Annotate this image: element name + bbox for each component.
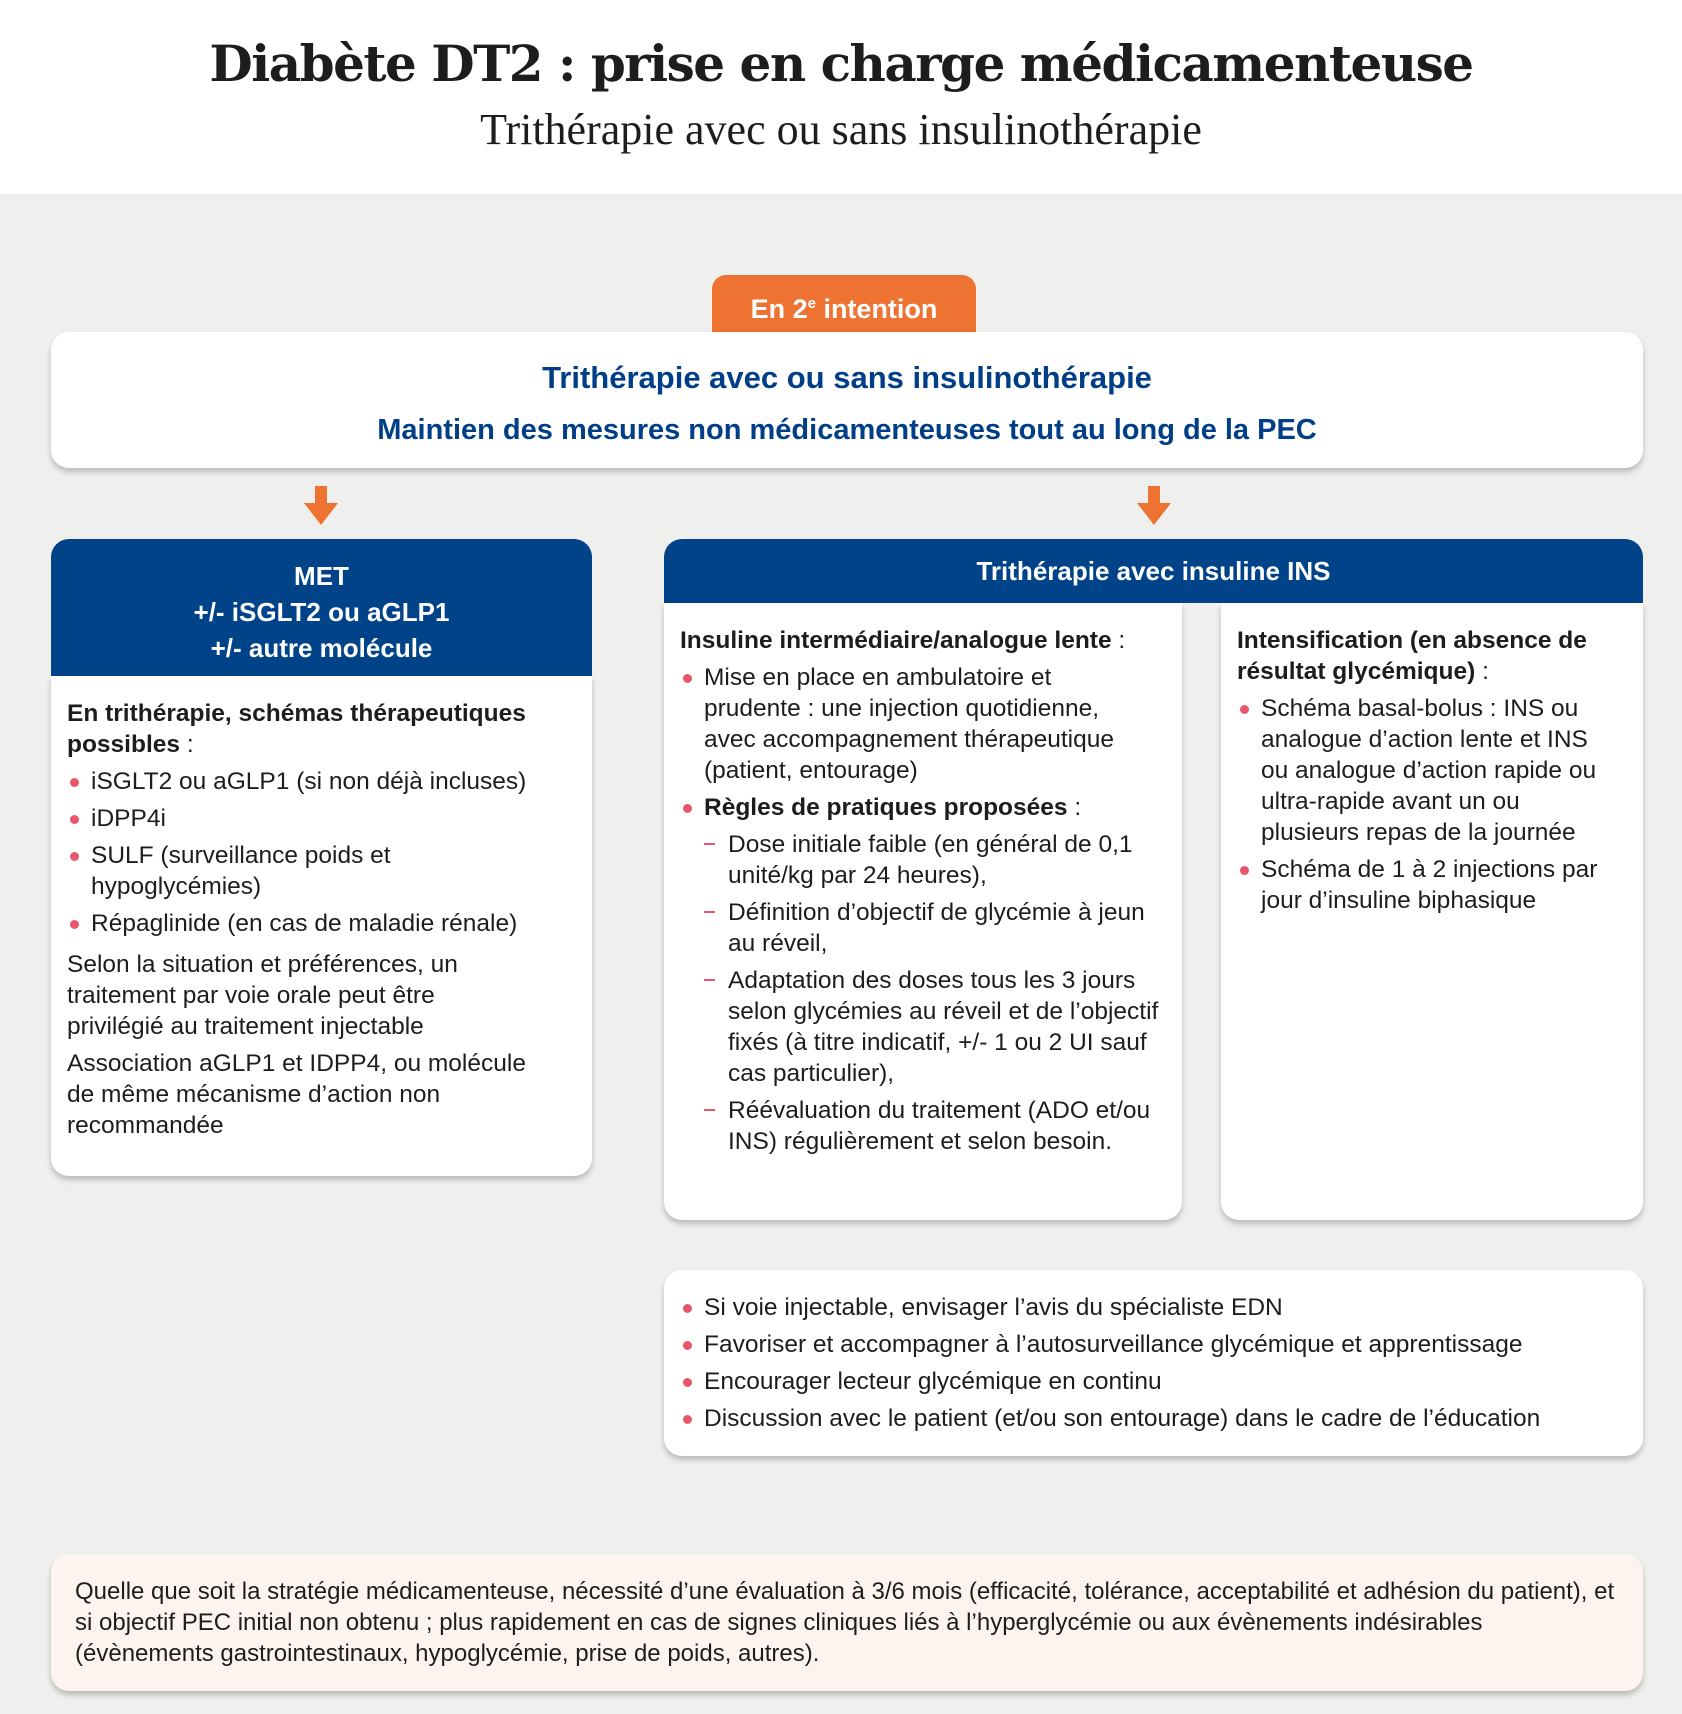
list-item bbox=[67, 840, 576, 902]
sub-list-item bbox=[704, 897, 1168, 959]
dash-icon bbox=[704, 911, 715, 913]
list-item bbox=[67, 908, 576, 939]
bullet-icon bbox=[683, 1415, 692, 1424]
met-heading bbox=[67, 698, 576, 760]
list-item-text: Favoriser et accompagner à l’autosurveillance glycémique et apprentissage bbox=[704, 1331, 1523, 1358]
list-item bbox=[680, 792, 1168, 1157]
basal-insulin-panel bbox=[664, 603, 1182, 1220]
badge-prefix: En 2 bbox=[750, 294, 808, 324]
sub-list-item bbox=[704, 965, 1168, 1089]
bullet-icon bbox=[683, 1378, 692, 1387]
dash-icon bbox=[704, 1109, 715, 1111]
badge-superscript: e bbox=[807, 295, 816, 312]
bullet-icon bbox=[1240, 866, 1249, 875]
footer-text: Quelle que soit la stratégie médicamenteuse, nécessité d’une évaluation à 3/6 mois (efficacité, tolérance, acceptabilité et adhésion du patient), et si objectif PEC initial non obtenu ; plus rapidement en cas de signes cliniques liés à l’hyperglycémie ou aux évènements indésirables (évènements gastrointestinaux, hypoglycémie, prise de poids, autres). bbox=[75, 1578, 1615, 1667]
list-item-text: iDPP4i bbox=[91, 805, 166, 832]
list-item bbox=[680, 1366, 1627, 1397]
bullet-icon bbox=[70, 778, 79, 787]
summary-box bbox=[51, 332, 1643, 468]
sub-list-item bbox=[704, 1095, 1168, 1157]
sub-list-item-text: Dose initiale faible (en général de 0,1 unité/kg par 24 heures), bbox=[728, 831, 1133, 889]
intention-badge bbox=[712, 275, 976, 333]
bullet-icon bbox=[683, 804, 692, 813]
rules-heading: Règles de pratiques proposées bbox=[704, 794, 1068, 821]
list-item bbox=[1237, 693, 1631, 848]
intensification-heading-suffix: : bbox=[1475, 658, 1489, 685]
list-item-text: Encourager lecteur glycémique en continu bbox=[704, 1368, 1162, 1395]
bullet-icon bbox=[70, 815, 79, 824]
page-title: Diabète DT2 : prise en charge médicamenteuse bbox=[209, 34, 1473, 93]
summary-title: Trithérapie avec ou sans insulinothérapie bbox=[542, 360, 1152, 395]
sub-list-item bbox=[704, 829, 1168, 891]
met-heading-suffix: : bbox=[180, 731, 194, 758]
list-item bbox=[680, 662, 1168, 786]
list-item-text: iSGLT2 ou aGLP1 (si non déjà incluses) bbox=[91, 768, 527, 795]
arrow-down-icon bbox=[301, 486, 341, 526]
list-item-text: Schéma basal-bolus : INS ou analogue d’action lente et INS ou analogue d’action rapide ou ultra-rapide avant un ou plusieurs repas de la journée bbox=[1261, 695, 1597, 846]
badge-suffix: intention bbox=[815, 294, 938, 324]
arrow-down-icon bbox=[1134, 486, 1174, 526]
summary-subtitle: Maintien des mesures non médicamenteuses tout au long de la PEC bbox=[377, 414, 1317, 446]
intensification-panel bbox=[1221, 603, 1643, 1220]
sub-list-item-text: Définition d’objectif de glycémie à jeun au réveil, bbox=[728, 899, 1145, 957]
list-item-text: Si voie injectable, envisager l’avis du spécialiste EDN bbox=[704, 1294, 1283, 1321]
bullet-icon bbox=[683, 1341, 692, 1350]
met-header-line: +/- autre molécule bbox=[210, 633, 433, 663]
list-item-text: SULF (surveillance poids et hypoglycémies) bbox=[91, 842, 391, 900]
list-item bbox=[67, 803, 576, 834]
dash-icon bbox=[704, 843, 715, 845]
met-paragraph: Selon la situation et préférences, un traitement par voie orale peut être privilégié au traitement injectable bbox=[67, 951, 458, 1040]
page-subtitle: Trithérapie avec ou sans insulinothérapie bbox=[480, 105, 1202, 154]
intensification-heading bbox=[1237, 625, 1631, 687]
intensification-heading-text: Intensification (en absence de résultat glycémique) bbox=[1237, 627, 1587, 685]
list-item-text: Discussion avec le patient (et/ou son entourage) dans le cadre de l’éducation bbox=[704, 1405, 1541, 1432]
bullet-icon bbox=[683, 674, 692, 683]
evaluation-footer bbox=[51, 1554, 1643, 1691]
list-item bbox=[67, 766, 576, 797]
basal-heading bbox=[680, 625, 1168, 656]
list-item bbox=[680, 1329, 1627, 1360]
list-item-text: Mise en place en ambulatoire et prudente : une injection quotidienne, avec accompagnement thérapeutique (patient, entourage) bbox=[704, 664, 1114, 784]
list-item bbox=[680, 1292, 1627, 1323]
rules-heading-suffix: : bbox=[1067, 794, 1082, 821]
dash-icon bbox=[704, 979, 715, 981]
list-item-text: Schéma de 1 à 2 injections par jour d’insuline biphasique bbox=[1261, 856, 1598, 914]
list-item-text: Répaglinide (en cas de maladie rénale) bbox=[91, 910, 518, 937]
met-column-body bbox=[51, 676, 592, 1176]
sub-list-item-text: Adaptation des doses tous les 3 jours selon glycémies au réveil et de l’objectif fixés (à titre indicatif, +/- 1 ou 2 UI sauf cas particulier), bbox=[728, 967, 1159, 1087]
met-paragraph: Association aGLP1 et IDPP4, ou molécule de même mécanisme d’action non recommandée bbox=[67, 1050, 526, 1139]
list-item bbox=[680, 1403, 1627, 1434]
met-header-line: MET bbox=[294, 561, 349, 591]
met-header-line: +/- iSGLT2 ou aGLP1 bbox=[193, 597, 450, 627]
rules-sublist bbox=[704, 829, 1168, 1157]
bullet-icon bbox=[1240, 705, 1249, 714]
met-column-header bbox=[51, 539, 592, 677]
header bbox=[0, 0, 1682, 194]
met-list bbox=[67, 766, 576, 939]
list-item bbox=[1237, 854, 1631, 916]
basal-heading-text: Insuline intermédiaire/analogue lente bbox=[680, 627, 1112, 654]
recommendations-box bbox=[664, 1270, 1643, 1456]
bullet-icon bbox=[70, 852, 79, 861]
insulin-column-header: Trithérapie avec insuline INS bbox=[664, 539, 1643, 603]
bullet-icon bbox=[683, 1304, 692, 1313]
recommendations-list bbox=[680, 1292, 1627, 1434]
basal-heading-suffix: : bbox=[1111, 627, 1126, 654]
sub-list-item-text: Réévaluation du traitement (ADO et/ou INS) régulièrement et selon besoin. bbox=[728, 1097, 1151, 1155]
basal-list bbox=[680, 662, 1168, 1157]
met-heading-text: En trithérapie, schémas thérapeutiques possibles bbox=[67, 700, 526, 758]
bullet-icon bbox=[70, 920, 79, 929]
intensification-list bbox=[1237, 693, 1631, 916]
